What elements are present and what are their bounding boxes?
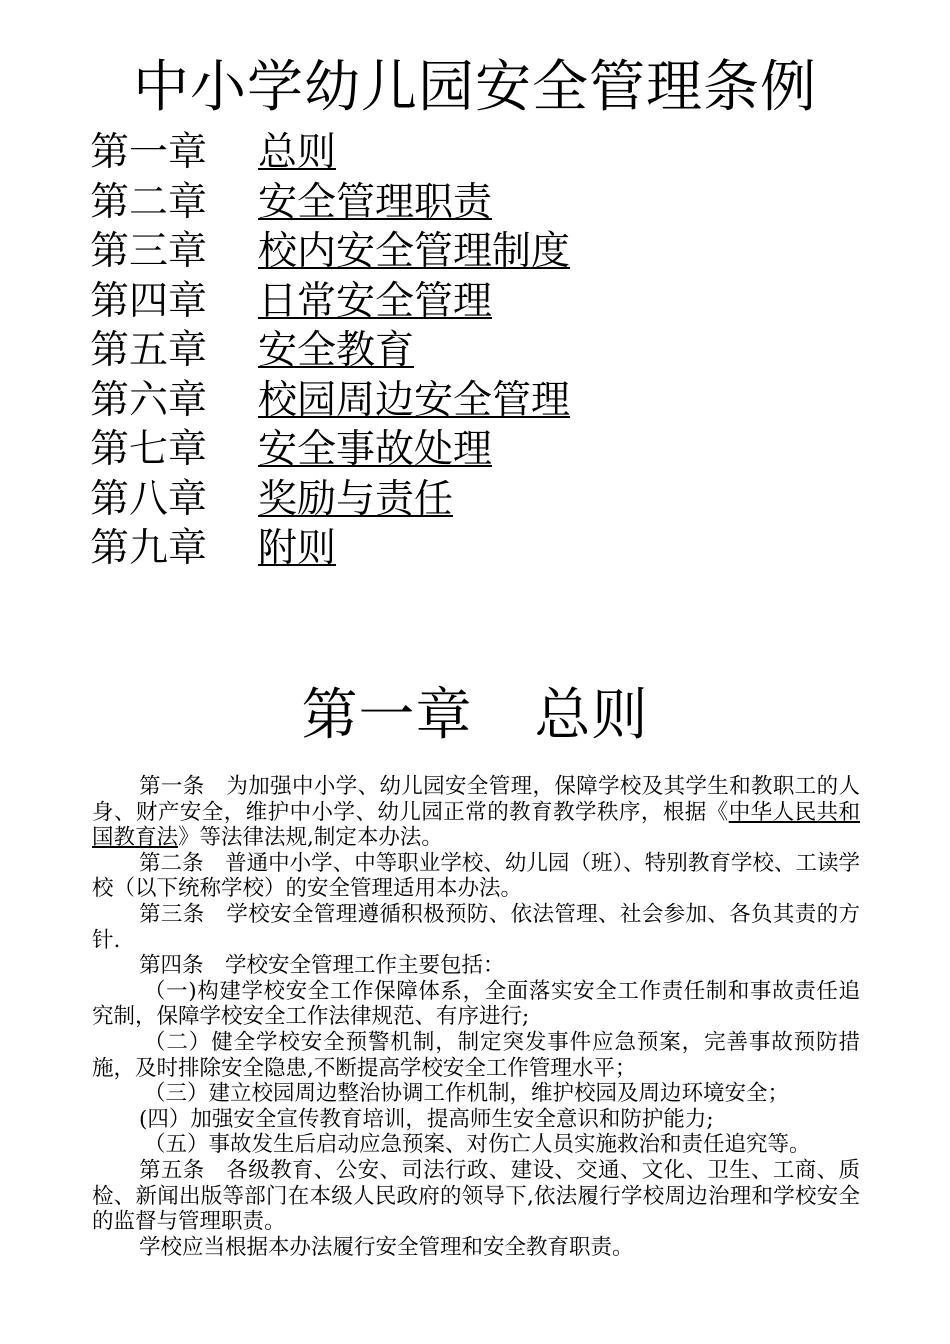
law-reference-link[interactable]: 中华人民共和国教育法 <box>92 799 860 851</box>
toc-chapter-number: 第八章 <box>90 476 208 522</box>
toc-link[interactable] <box>90 378 570 423</box>
toc-item-chapter-3 <box>90 227 570 277</box>
toc-item-chapter-9 <box>90 524 570 574</box>
toc-link[interactable] <box>90 477 453 522</box>
article-4-item-2: （二）健全学校安全预警机制，制定突发事件应急预案，完善事故预防措施，及时排除安全隐患,不断提高学校安全工作管理水平； <box>92 1029 860 1081</box>
article-5: 第五条 各级教育、公安、司法行政、建设、交通、文化、卫生、工商、质检、新闻出版等部门在本级人民政府的领导下,依法履行学校周边治理和学校安全的监督与管理职责。 <box>92 1157 860 1235</box>
document-title: 中小学幼儿园安全管理条例 <box>133 55 817 120</box>
toc-chapter-name: 日常安全管理 <box>258 278 493 324</box>
article-4-item-4: (四）加强安全宣传教育培训，提高师生安全意识和防护能力; <box>139 1106 714 1132</box>
toc-link[interactable] <box>90 130 336 175</box>
toc-item-chapter-1 <box>90 128 570 178</box>
toc-chapter-number: 第九章 <box>90 526 208 571</box>
article-4: 第四条 学校安全管理工作主要包括： <box>139 953 505 979</box>
toc-item-chapter-4 <box>90 277 570 327</box>
article-1 <box>92 774 860 851</box>
article-3: 第三条 学校安全管理遵循积极预防、依法管理、社会参加、各负其责的方针. <box>92 901 860 953</box>
chapter-name: 总则 <box>534 683 649 748</box>
toc-chapter-name: 安全管理职责 <box>258 179 493 225</box>
toc-link[interactable] <box>90 427 492 472</box>
article-4-item-1: （一)构建学校安全工作保障体系，全面落实安全工作责任制和事故责任追究制，保障学校安全工作法律规范、有序进行; <box>92 978 860 1030</box>
toc-item-chapter-2 <box>90 178 570 228</box>
article-4-item-3: （三）建立校园周边整治协调工作机制，维护校园及周边环境安全； <box>144 1081 790 1107</box>
toc-chapter-name: 总则 <box>258 130 337 175</box>
chapter-number: 第一章 <box>301 683 473 748</box>
toc-item-chapter-7 <box>90 425 570 475</box>
article-4-item-5: （五）事故发生后启动应急预案、对伤亡人员实施救治和责任追究等。 <box>144 1132 811 1158</box>
article-5-continued: 学校应当根据本办法履行安全管理和安全教育职责。 <box>139 1234 634 1260</box>
table-of-contents <box>90 128 570 574</box>
toc-chapter-name: 奖励与责任 <box>258 476 454 522</box>
toc-chapter-name: 附则 <box>258 526 337 571</box>
toc-item-chapter-6 <box>90 376 570 426</box>
toc-chapter-name: 安全事故处理 <box>258 427 493 472</box>
toc-link[interactable] <box>90 526 336 571</box>
article-1-text: 第一条 为加强中小学、幼儿园安全管理，保障学校及其学生和教职工的人身、财产安全，维护中小学、幼儿园正常的教育教学秩序，根据《 <box>92 774 860 825</box>
toc-chapter-number: 第六章 <box>90 377 208 423</box>
toc-chapter-name: 校内安全管理制度 <box>258 229 571 274</box>
chapter-body <box>92 774 860 1260</box>
toc-chapter-number: 第七章 <box>90 427 208 472</box>
toc-chapter-number: 第二章 <box>90 179 208 225</box>
chapter-heading <box>0 678 950 754</box>
toc-chapter-number: 第四章 <box>90 278 208 324</box>
article-1-text-end: 》等法律法规,制定本办法。 <box>178 825 443 851</box>
toc-link[interactable] <box>90 328 414 373</box>
article-2: 第二条 普通中小学、中等职业学校、幼儿园（班）、特别教育学校、工读学校（以下统称学校）的安全管理适用本办法。 <box>92 850 860 902</box>
toc-chapter-name: 安全教育 <box>258 328 415 373</box>
toc-chapter-number: 第五章 <box>90 328 208 373</box>
toc-item-chapter-5 <box>90 326 570 376</box>
toc-link[interactable] <box>90 279 492 324</box>
toc-link[interactable] <box>90 229 570 274</box>
toc-chapter-number: 第三章 <box>90 229 208 274</box>
toc-chapter-number: 第一章 <box>90 130 208 175</box>
toc-link[interactable] <box>90 180 492 225</box>
toc-item-chapter-8 <box>90 475 570 525</box>
toc-chapter-name: 校园周边安全管理 <box>258 377 571 423</box>
